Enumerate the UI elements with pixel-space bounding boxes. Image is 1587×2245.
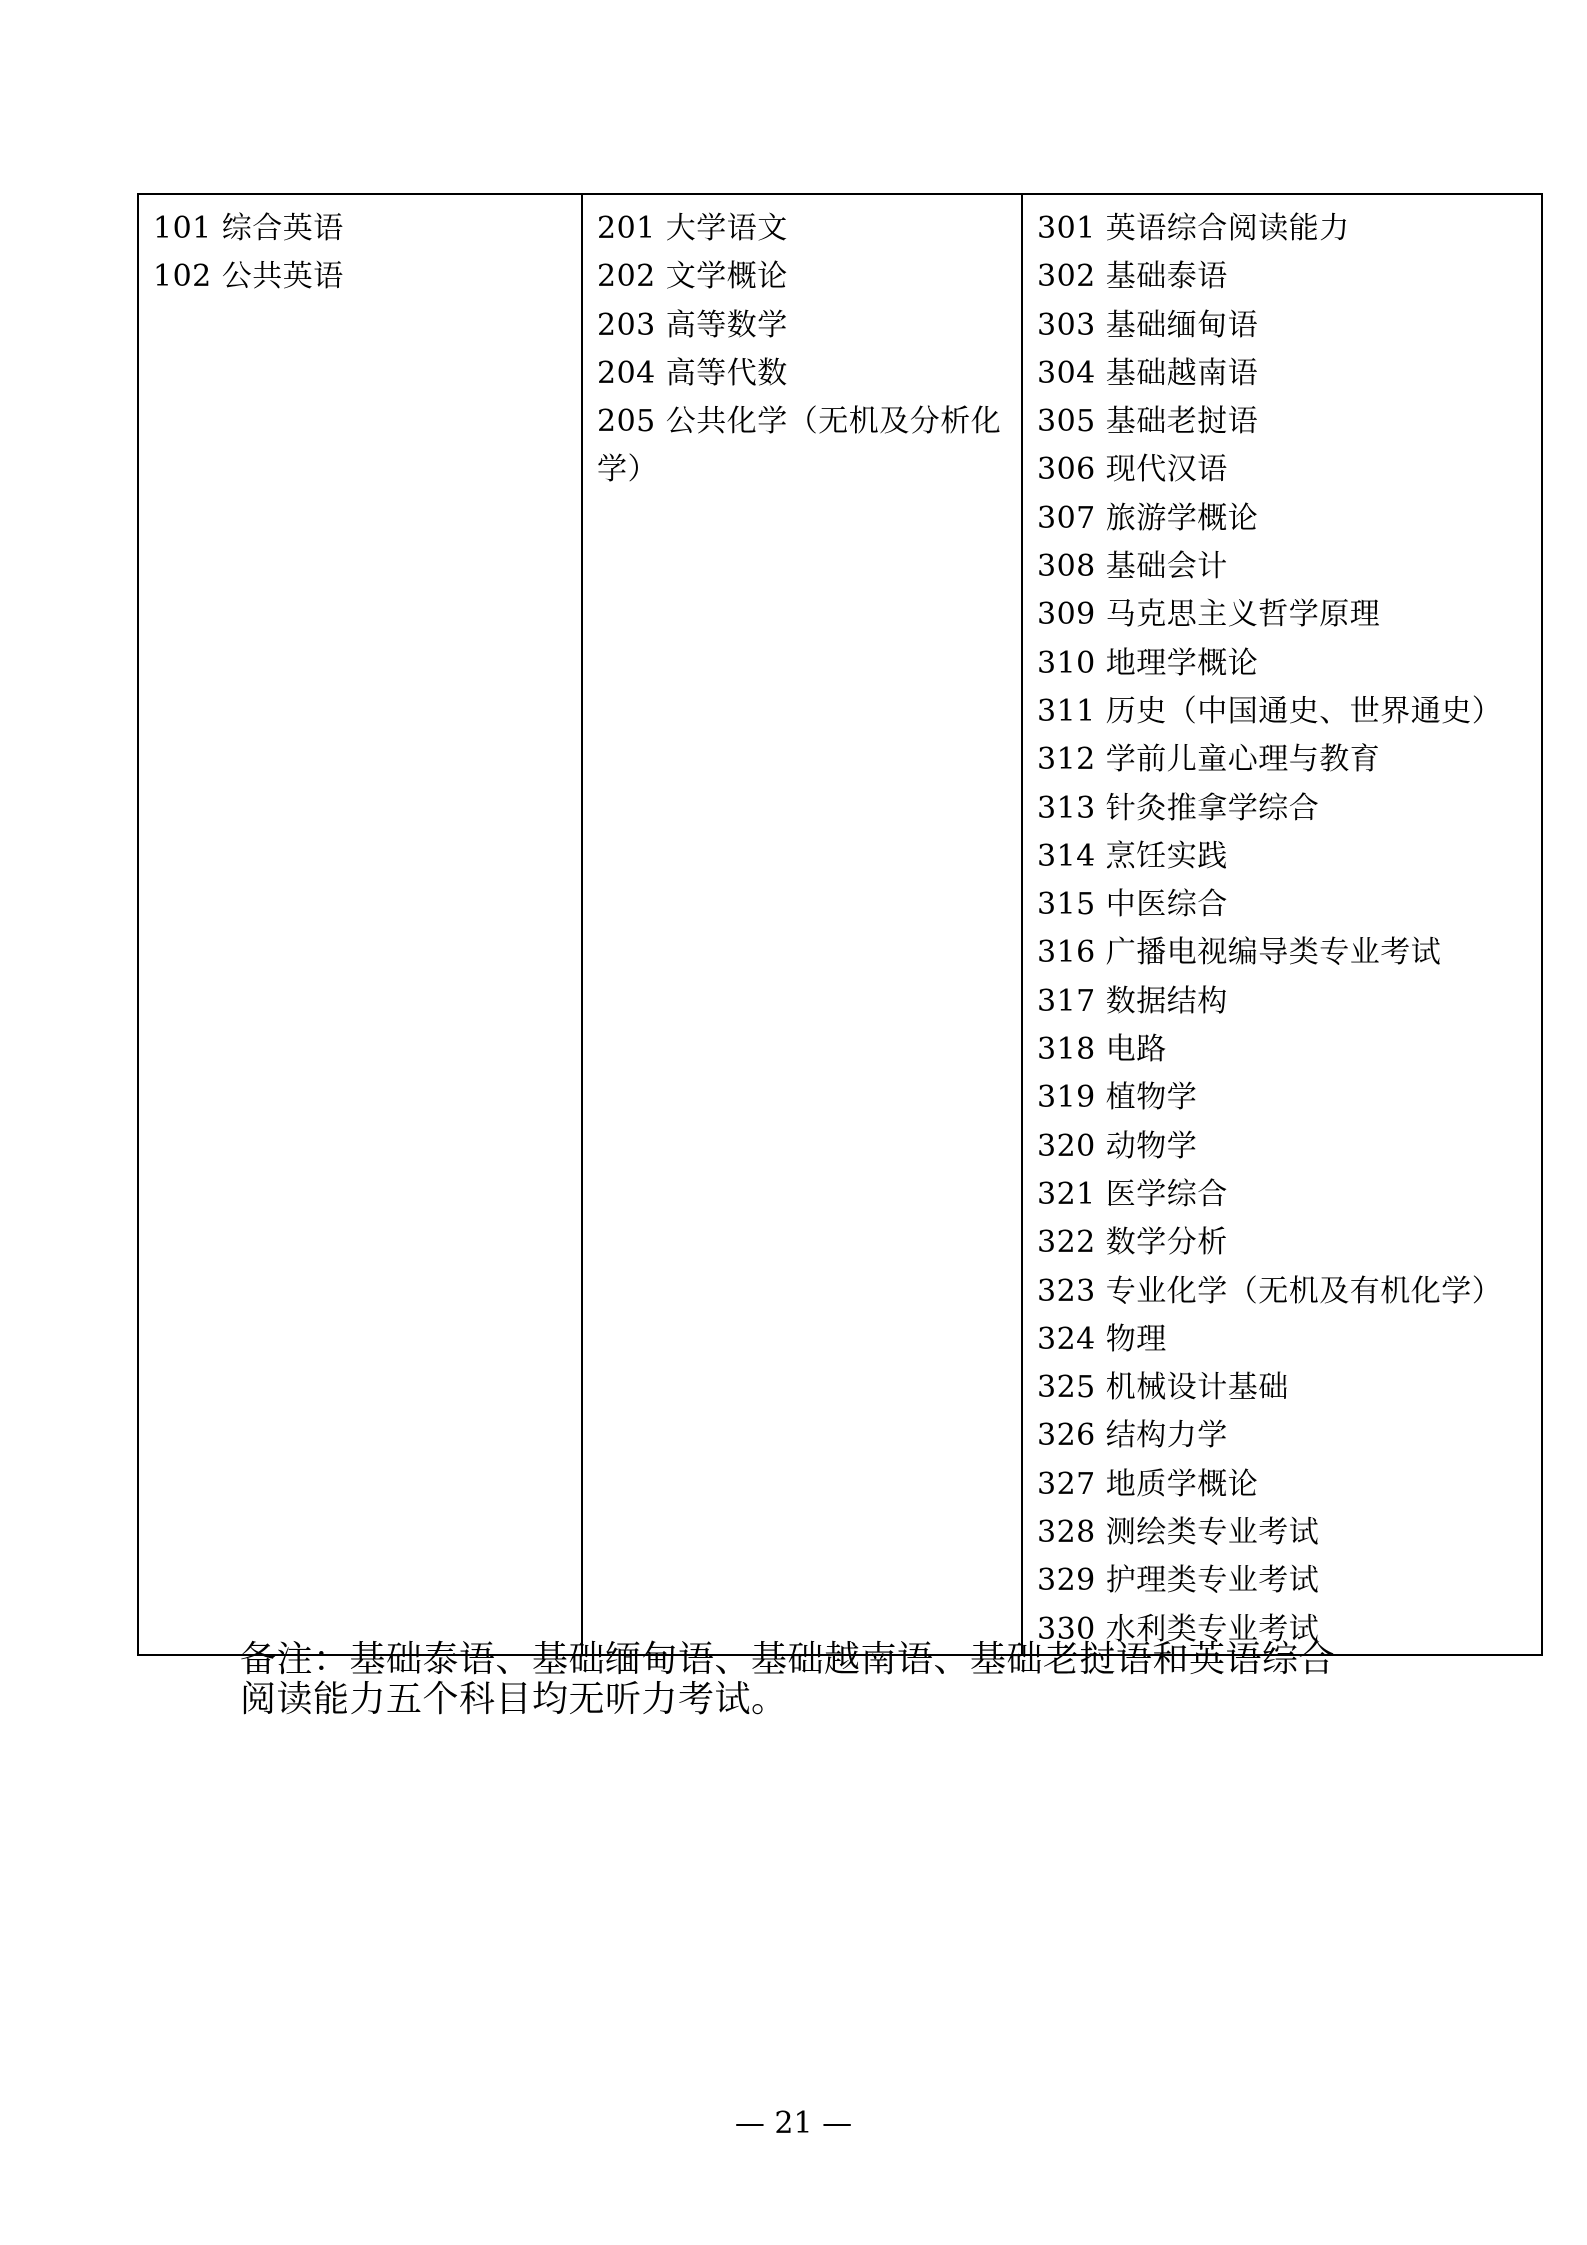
subject-item-329: 329 护理类专业考试 (1037, 1563, 1320, 1599)
subject-item-325: 325 机械设计基础 (1037, 1370, 1289, 1406)
subject-item-302: 302 基础泰语 (1037, 259, 1228, 295)
subject-item-313: 313 针灸推拿学综合 (1037, 790, 1320, 826)
subject-item-202: 202 文学概论 (597, 259, 788, 295)
subject-item-203: 203 高等数学 (597, 307, 788, 343)
subject-item-311: 311 历史（中国通史、世界通史） (1037, 693, 1503, 729)
subject-item-318: 318 电路 (1037, 1032, 1167, 1068)
subject-item-101: 101 综合英语 (153, 211, 344, 246)
subject-item-312: 312 学前儿童心理与教育 (1037, 742, 1381, 778)
subject-item-320: 320 动物学 (1037, 1128, 1198, 1164)
subject-item-326: 326 结构力学 (1037, 1418, 1228, 1454)
subject-item-316: 316 广播电视编导类专业考试 (1037, 935, 1442, 971)
subject-item-204: 204 高等代数 (597, 355, 788, 391)
subject-item-205: 205 公共化学（无机及分析化学） (597, 404, 1002, 488)
subject-item-308: 308 基础会计 (1037, 549, 1228, 585)
subject-item-319: 319 植物学 (1037, 1080, 1198, 1116)
subject-item-324: 324 物理 (1037, 1321, 1167, 1357)
subject-item-328: 328 测绘类专业考试 (1037, 1515, 1320, 1551)
page-number: — 21 — (734, 2106, 853, 2141)
subject-item-307: 307 旅游学概论 (1037, 500, 1259, 536)
subject-item-314: 314 烹饪实践 (1037, 838, 1228, 874)
subject-item-310: 310 地理学概论 (1037, 645, 1259, 681)
subject-item-309: 309 马克思主义哲学原理 (1037, 597, 1381, 633)
table-row (138, 194, 1542, 1655)
remark-note: 备注：基础泰语、基础缅甸语、基础越南语、基础老挝语和英语综合阅读能力五个科目均无听力考试。 (240, 1639, 1336, 1720)
subject-item-322: 322 数学分析 (1037, 1225, 1228, 1261)
subject-item-304: 304 基础越南语 (1037, 355, 1259, 391)
subject-item-321: 321 医学综合 (1037, 1176, 1228, 1212)
subject-item-317: 317 数据结构 (1037, 983, 1228, 1019)
subject-item-323: 323 专业化学（无机及有机化学） (1037, 1273, 1503, 1309)
subject-item-315: 315 中医综合 (1037, 887, 1228, 923)
subject-item-305: 305 基础老挝语 (1037, 404, 1259, 440)
subject-item-327: 327 地质学概论 (1037, 1466, 1259, 1502)
column-300-series (1022, 194, 1542, 1655)
subject-item-303: 303 基础缅甸语 (1037, 307, 1259, 343)
column-100-series (138, 194, 582, 1655)
subject-item-306: 306 现代汉语 (1037, 452, 1228, 488)
subject-item-330: 330 水利类专业考试 (1037, 1611, 1320, 1647)
subject-item-301: 301 英语综合阅读能力 (1037, 211, 1350, 246)
column-200-series (582, 194, 1022, 1655)
subject-code-table (137, 193, 1543, 1656)
subject-item-102: 102 公共英语 (153, 259, 344, 295)
subject-item-201: 201 大学语文 (597, 211, 788, 246)
